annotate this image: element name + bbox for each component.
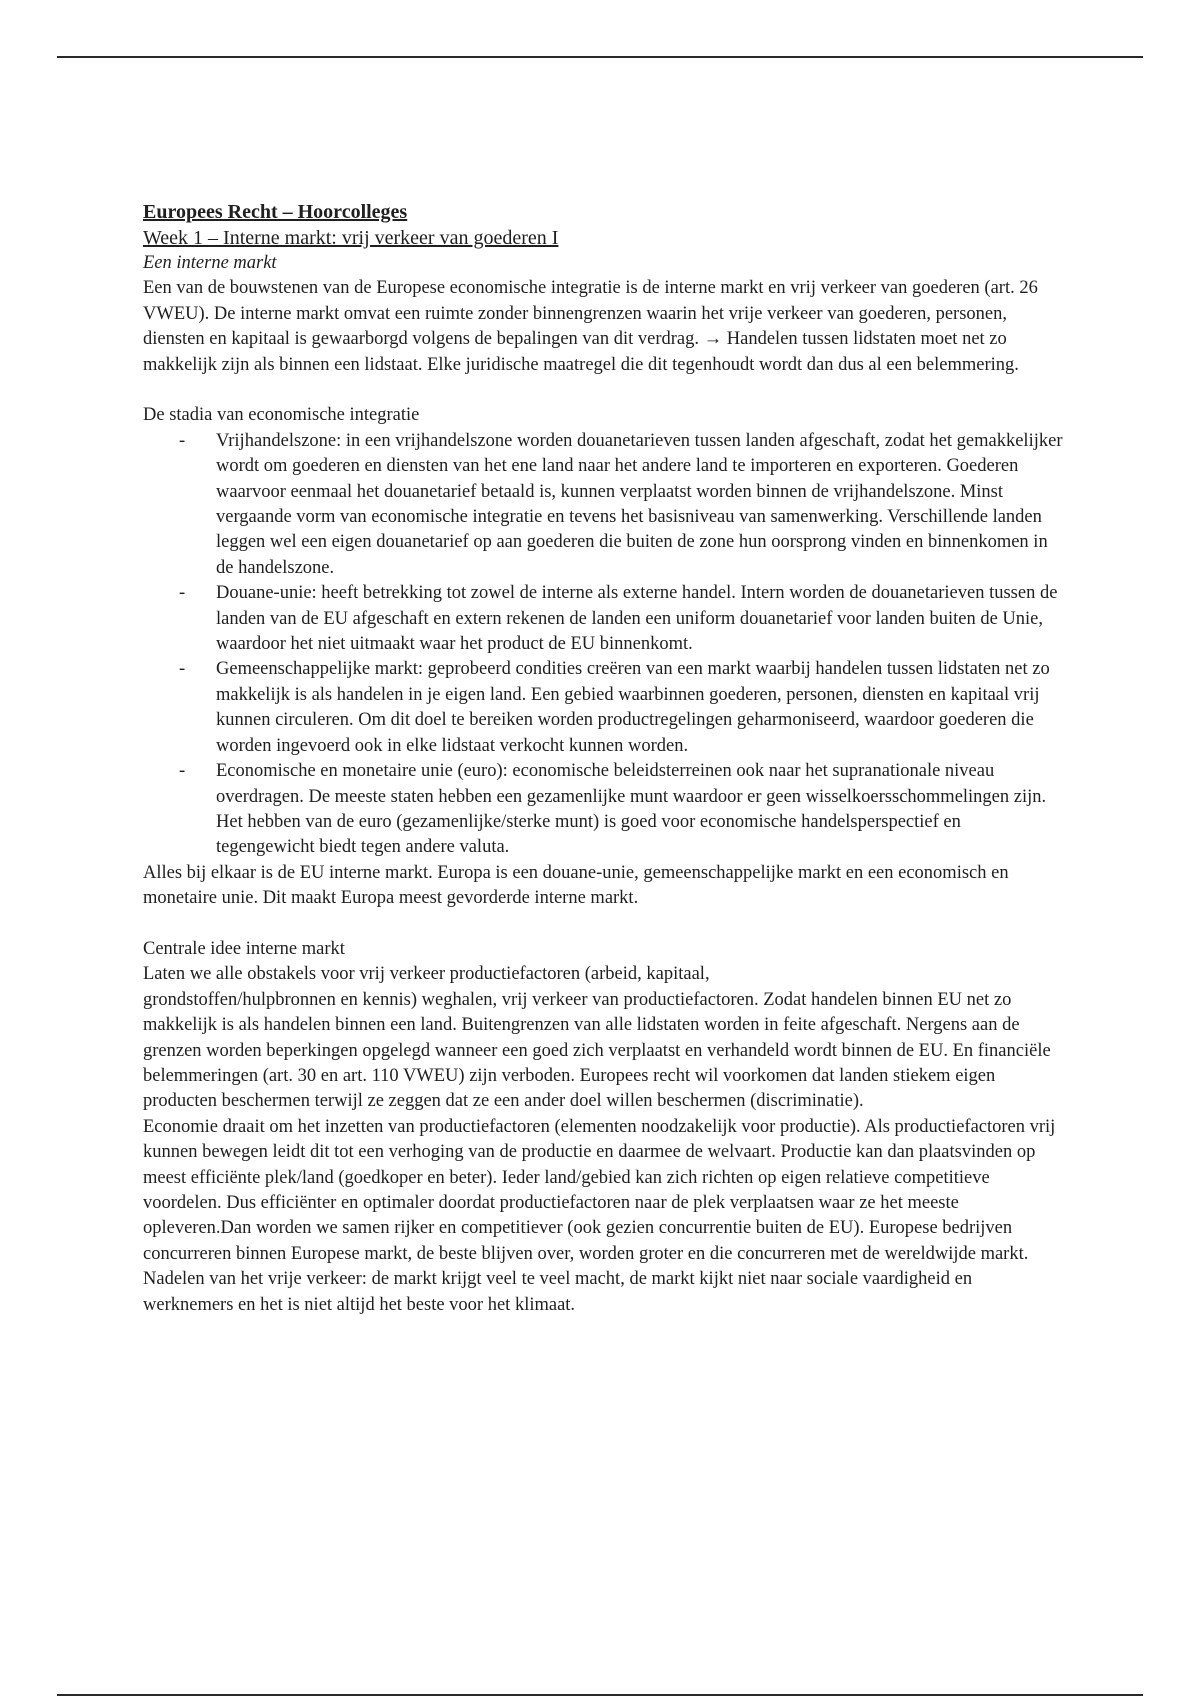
list-item [143,657,1063,759]
week-heading: Week 1 – Interne markt: vrij verkeer van goederen I [143,227,559,249]
section-heading-stadia: De stadia van economische integratie [143,405,420,426]
document-body [143,200,1063,1318]
bullet-dash: - [179,659,186,680]
list-item-text: Douane-unie: heeft betrekking tot zowel de interne als externe handel. Intern worden de douanetarieven tussen de landen van de EU afgeschaft en extern rekenen de landen een uniform douanetarief voor landen buiten de Unie, waardoor het niet uitmaakt waar het product de EU binnenkomt. [216,583,1058,655]
bullet-dash: - [179,583,186,604]
list-item-text: Economische en monetaire unie (euro): economische beleidsterreinen ook naar het supranationale niveau overdragen. De meeste staten hebben een gezamenlijke munt waardoor er geen wisselkoersschommelingen zijn. Het hebben van de euro (gezamenlijke/sterke munt) is goed voor economische handelsperspectief en tegengewicht biedt tegen andere valuta. [216,761,1047,858]
list-item [143,429,1063,581]
paragraph: Een van de bouwstenen van de Europese economische integratie is de interne markt en vrij verkeer van goederen (art. 26 VWEU). De interne markt omvat een ruimte zonder binnengrenzen waarin het vrije verkeer van goederen, personen, diensten en kapitaal is gewaarborgd volgens de bepalingen van dit verdrag. → Handelen tussen lidstaten moet net zo makkelijk zijn als binnen een lidstaat. Elke juridische maatregel die dit tegenhoudt wordt dan dus al een belemmering. [143,278,1038,375]
list-item-text: Vrijhandelszone: in een vrijhandelszone worden douanetarieven tussen landen afgeschaft, zodat het gemakkelijker wordt om goederen en diensten van het ene land naar het andere land te importeren en exporteren. Goederen waarvoor eenmaal het douanetarief betaald is, kunnen verplaatst worden binnen de vrijhandelszone. Minst vergaande vorm van economische integratie en tevens het basisniveau van samenwerking. Verschillende landen leggen wel een eigen douanetarief op aan goederen die buiten de zone hun oorsprong vinden en binnenkomen in de handelszone. [216,430,1063,578]
footer-rule [57,1694,1143,1696]
bullet-dash: - [179,761,186,782]
list-item [143,759,1063,861]
paragraph: Alles bij elkaar is de EU interne markt. Europa is een douane-unie, gemeenschappelijke markt en een economisch en monetaire unie. Dit maakt Europa meest gevorderde interne markt. [143,862,1009,909]
list-item [143,581,1063,657]
spacer [143,912,1063,937]
section-heading-interne-markt: Een interne markt [143,253,277,273]
paragraph: Economie draait om het inzetten van productiefactoren (elementen noodzakelijk voor productie). Als productiefactoren vrij kunnen bewegen leidt dit tot een verhoging van de productie en daarmee de welvaart. Productie kan dan plaatsvinden op meest efficiënte plek/land (goedkoper en beter). Ieder land/gebied kan zich richten op eigen relatieve competitieve voordelen. Dus efficiënter en optimaler doordat productiefactoren naar de plek verplaatsen waar ze het meeste opleveren.Dan worden we samen rijker en competitiever (ook gezien concurrentie buiten de EU). Europese bedrijven concurreren binnen Europese markt, de beste blijven over, worden groter en die concurreren met de wereldwijde markt. [143,1116,1056,1264]
paragraph-line: Laten we alle obstakels voor vrij verkeer productiefactoren (arbeid, kapitaal, [143,964,710,985]
paragraph: Nadelen van het vrije verkeer: de markt krijgt veel te veel macht, de markt kijkt niet naar sociale vaardigheid en werknemers en het is niet altijd het beste voor het klimaat. [143,1269,973,1315]
header-rule [57,56,1143,58]
stadia-list [143,429,1063,861]
document-title: Europees Recht – Hoorcolleges [143,201,408,223]
bullet-dash: - [179,430,186,451]
section-heading-centrale-idee: Centrale idee interne markt [143,938,345,959]
spacer [143,378,1063,403]
list-item-text: Gemeenschappelijke markt: geprobeerd condities creëren van een markt waarbij handelen tussen lidstaten net zo makkelijk is als handelen in je eigen land. Een gebied waarbinnen goederen, personen, diensten en kapitaal vrij kunnen circuleren. Om dit doel te bereiken worden productregelingen geharmoniseerd, waardoor goederen die worden ingevoerd ook in elke lidstaat verkocht kunnen worden. [216,659,1050,756]
paragraph: grondstoffen/hulpbronnen en kennis) weghalen, vrij verkeer van productiefactoren. Zodat handelen binnen EU net zo makkelijk is als handelen binnen een land. Buitengrenzen van alle lidstaten worden in feite afgeschaft. Nergens aan de grenzen worden beperkingen opgelegd wanneer een goed zich verplaatst en verhandeld wordt binnen de EU. En financiële belemmeringen (art. 30 en art. 110 VWEU) zijn verboden. Europees recht wil voorkomen dat landen stiekem eigen producten beschermen terwijl ze zeggen dat ze een ander doel willen beschermen (discriminatie). [143,989,1051,1112]
